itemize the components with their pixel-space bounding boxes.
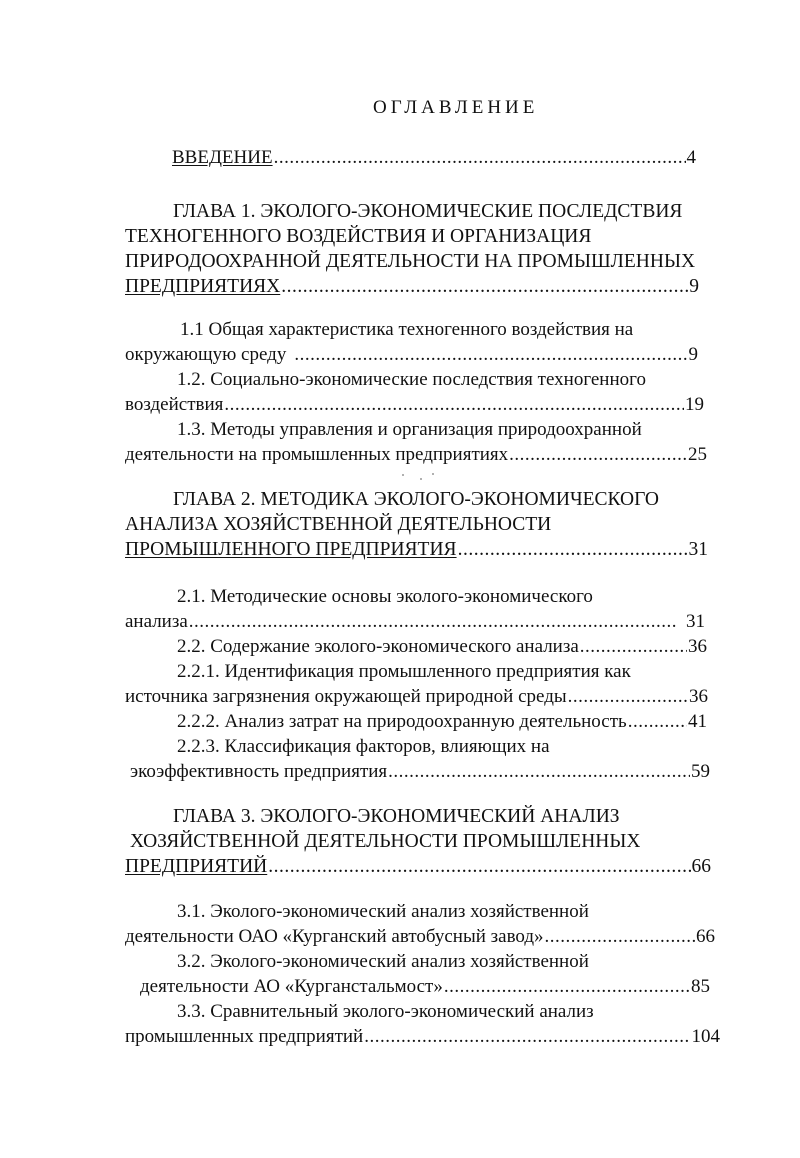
toc-section-2-2[interactable]	[177, 635, 707, 659]
toc-section-text: промышленных предприятий	[125, 1026, 364, 1047]
toc-section-2-1-line-1[interactable]: 2.1. Методические основы эколого-экономического	[177, 586, 593, 607]
toc-leader	[364, 1025, 690, 1049]
toc-section-3-2-line-2[interactable]	[140, 975, 710, 999]
toc-page-number: 4	[686, 147, 696, 168]
scan-speck	[402, 474, 404, 476]
toc-section-text: деятельности АО «Курганстальмост»	[140, 976, 443, 997]
toc-leader	[545, 925, 695, 949]
toc-section-2-2-1-line-1[interactable]: 2.2.1. Идентификация промышленного предприятия как	[177, 661, 631, 682]
toc-chapter-2-line-1[interactable]: ГЛАВА 2. МЕТОДИКА ЭКОЛОГО-ЭКОНОМИЧЕСКОГО	[173, 489, 660, 510]
toc-leader	[224, 393, 684, 417]
toc-section-2-1-line-2[interactable]	[125, 610, 705, 634]
toc-section-3-2-line-1[interactable]: 3.2. Эколого-экономический анализ хозяйственной	[177, 951, 589, 972]
toc-chapter-1-line-3[interactable]: ПРИРОДООХРАННОЙ ДЕЯТЕЛЬНОСТИ НА ПРОМЫШЛЕННЫХ	[125, 251, 696, 272]
toc-page-number: 19	[685, 394, 704, 415]
toc-section-2-2-2[interactable]	[177, 710, 707, 734]
toc-page-number: 36	[689, 686, 708, 707]
toc-section-text: источника загрязнения окружающей природной среды	[125, 686, 567, 707]
toc-section-1-2-line-1[interactable]: 1.2. Социально-экономические последствия техногенного	[177, 369, 646, 390]
toc-chapter-2-line-2[interactable]: АНАЛИЗА ХОЗЯЙСТВЕННОЙ ДЕЯТЕЛЬНОСТИ	[125, 514, 552, 535]
toc-section-text: экоэффективность предприятия	[130, 761, 388, 782]
toc-section-text: воздействия	[125, 394, 224, 415]
toc-page-number: 9	[688, 344, 698, 365]
toc-section-text: деятельности ОАО «Курганский автобусный завод»	[125, 926, 544, 947]
toc-chapter-1-line-2[interactable]: ТЕХНОГЕННОГО ВОЗДЕЙСТВИЯ И ОРГАНИЗАЦИЯ	[125, 226, 592, 247]
page-title: ОГЛАВЛЕНИЕ	[373, 97, 539, 118]
toc-leader	[268, 855, 690, 879]
toc-leader	[580, 635, 687, 659]
toc-leader	[568, 685, 688, 709]
toc-section-2-2-3-line-1[interactable]: 2.2.3. Классификация факторов, влияющих на	[177, 736, 550, 757]
toc-page-number: 59	[691, 761, 710, 782]
toc-page-number: 31	[688, 539, 708, 560]
toc-leader	[509, 443, 687, 467]
toc-section-text: деятельности на промышленных предприятиях	[125, 444, 509, 465]
toc-chapter-1-line-1[interactable]: ГЛАВА 1. ЭКОЛОГО-ЭКОНОМИЧЕСКИЕ ПОСЛЕДСТВИЯ	[173, 201, 683, 222]
toc-section-1-3-line-1[interactable]: 1.3. Методы управления и организация природоохранной	[177, 419, 642, 440]
toc-page-number: 66	[691, 856, 711, 877]
toc-leader	[628, 710, 687, 734]
toc-leader	[388, 760, 690, 784]
toc-section-text: анализа	[125, 611, 188, 632]
toc-section-text: окружающую среду	[125, 344, 287, 365]
toc-section-2-2-3-line-2[interactable]	[130, 760, 710, 784]
toc-page-number: 36	[688, 636, 707, 657]
toc-chapter-1-last: ПРЕДПРИЯТИЯХ	[125, 276, 281, 297]
toc-section-text: 2.2.2. Анализ затрат на природоохранную деятельность	[177, 711, 627, 732]
toc-leader	[458, 538, 688, 562]
toc-section-3-1-line-1[interactable]: 3.1. Эколого-экономический анализ хозяйственной	[177, 901, 589, 922]
toc-leader	[281, 275, 688, 299]
toc-section-3-3-line-2[interactable]	[125, 1025, 720, 1049]
toc-section-1-2-line-2[interactable]	[125, 393, 704, 417]
toc-section-1-1-line-2[interactable]	[125, 343, 698, 367]
toc-leader	[294, 343, 687, 367]
toc-page-number: 9	[689, 276, 699, 297]
toc-section-3-1-line-2[interactable]	[125, 925, 715, 949]
toc-leader	[189, 610, 678, 634]
toc-page-number: 41	[688, 711, 707, 732]
toc-page-number: 25	[688, 444, 707, 465]
toc-page-number: 66	[696, 926, 715, 947]
toc-section-3-3-line-1[interactable]: 3.3. Сравнительный эколого-экономический анализ	[177, 1001, 594, 1022]
toc-page-number: 85	[691, 976, 710, 997]
toc-page-number: 31	[686, 611, 705, 632]
toc-section-text: 2.2. Содержание эколого-экономического анализа	[177, 636, 579, 657]
toc-leader	[274, 146, 686, 170]
toc-chapter-2-last: ПРОМЫШЛЕННОГО ПРЕДПРИЯТИЯ	[125, 539, 457, 560]
toc-chapter-3-line-3[interactable]	[125, 855, 711, 879]
scan-speck	[432, 473, 434, 475]
toc-chapter-2-line-3[interactable]	[125, 538, 708, 562]
toc-section-2-2-1-line-2[interactable]	[125, 685, 708, 709]
toc-intro-label: ВВЕДЕНИЕ	[172, 147, 273, 168]
toc-section-1-1-line-1[interactable]: 1.1 Общая характеристика техногенного воздействия на	[180, 319, 634, 340]
toc-leader	[444, 975, 690, 999]
scan-speck	[420, 478, 422, 480]
toc-section-1-3-line-2[interactable]	[125, 443, 707, 467]
toc-chapter-3-last: ПРЕДПРИЯТИЙ	[125, 856, 268, 877]
toc-intro[interactable]	[172, 146, 696, 170]
toc-page-number: 104	[691, 1026, 720, 1047]
toc-chapter-1-line-4[interactable]	[125, 275, 699, 299]
toc-chapter-3-line-2[interactable]: ХОЗЯЙСТВЕННОЙ ДЕЯТЕЛЬНОСТИ ПРОМЫШЛЕННЫХ	[130, 831, 641, 852]
toc-chapter-3-line-1[interactable]: ГЛАВА 3. ЭКОЛОГО-ЭКОНОМИЧЕСКИЙ АНАЛИЗ	[173, 806, 620, 827]
